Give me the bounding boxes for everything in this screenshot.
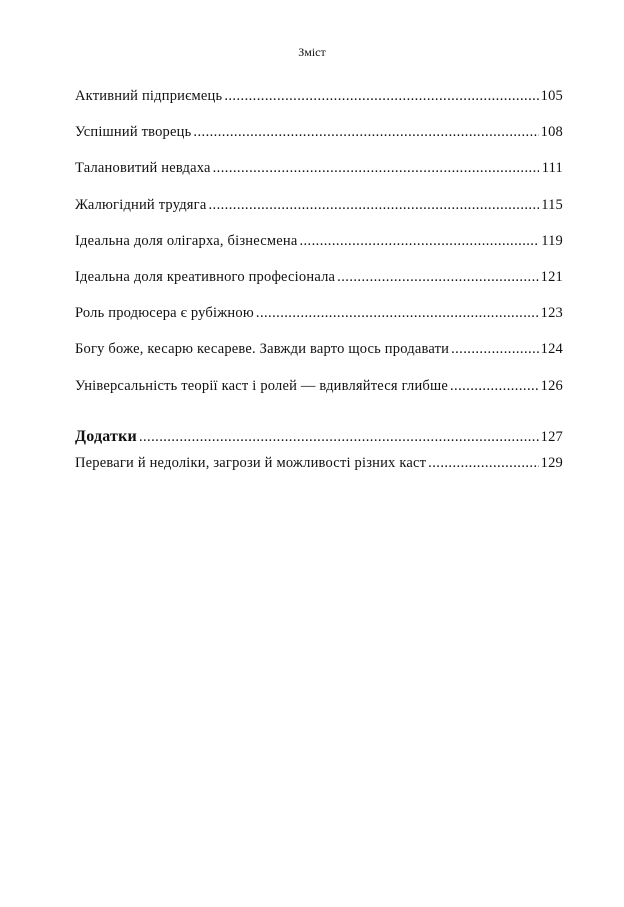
appendix-page: 127 <box>540 428 563 445</box>
toc-entry-title: Активний підприємець <box>75 88 223 104</box>
section-spacer <box>75 414 563 428</box>
toc-entry-title: Роль продюсера є рубіжною <box>75 305 254 322</box>
toc-entry-title: Успішний творець <box>75 124 192 141</box>
dot-leader <box>299 233 539 250</box>
toc-entry-appendix[interactable] <box>75 428 563 455</box>
dot-leader <box>337 269 538 286</box>
toc-entry-page: 124 <box>540 341 563 358</box>
toc-entry-page: 111 <box>541 160 563 177</box>
toc-entry-page: 126 <box>540 377 563 394</box>
toc-entry-page: 123 <box>540 305 563 322</box>
toc-entry-page: 115 <box>541 196 563 213</box>
page-title: Зміст <box>298 45 326 59</box>
dot-leader <box>256 305 539 322</box>
toc-entry-title: Універсальність теорії каст і ролей — вдивляйтеся глибше <box>75 377 448 394</box>
toc-entry[interactable] <box>75 269 563 305</box>
dot-leader <box>208 197 539 214</box>
toc-entry-title: Переваги й недоліки, загрози й можливості різних каст <box>75 454 427 471</box>
toc-entry[interactable] <box>75 455 563 491</box>
dot-leader <box>450 378 539 395</box>
toc-entry[interactable] <box>75 160 563 196</box>
toc-entry[interactable] <box>75 341 563 377</box>
toc-entry-title: Талановитий невдаха <box>75 160 211 177</box>
toc-entry[interactable] <box>75 233 563 269</box>
toc-entry-title: Жалюгідний трудяга <box>75 196 207 213</box>
dot-leader <box>139 429 539 446</box>
toc-entry[interactable] <box>75 305 563 341</box>
toc-entry-page: 105 <box>540 88 563 104</box>
dot-leader <box>213 160 539 177</box>
toc-entry-title: Ідеальна доля олігарха, бізнесмена <box>75 232 298 249</box>
dot-leader <box>193 124 538 141</box>
dot-leader <box>224 88 538 105</box>
toc-entry-page: 129 <box>540 454 563 471</box>
dot-leader <box>428 455 538 472</box>
appendix-title: Додатки <box>75 427 137 445</box>
toc-entry-title: Ідеальна доля креативного професіонала <box>75 268 336 285</box>
toc-entry-page: 121 <box>540 268 563 285</box>
dot-leader <box>451 341 539 358</box>
toc-entry[interactable] <box>75 378 563 414</box>
toc-entry[interactable] <box>75 88 563 124</box>
toc-entry-page: 119 <box>541 232 563 249</box>
table-of-contents <box>75 88 563 491</box>
toc-entry[interactable] <box>75 197 563 233</box>
toc-entry-title: Богу боже, кесарю кесареве. Завжди варто щось продавати <box>75 341 450 358</box>
toc-entry-page: 108 <box>540 124 563 141</box>
toc-entry[interactable] <box>75 124 563 160</box>
